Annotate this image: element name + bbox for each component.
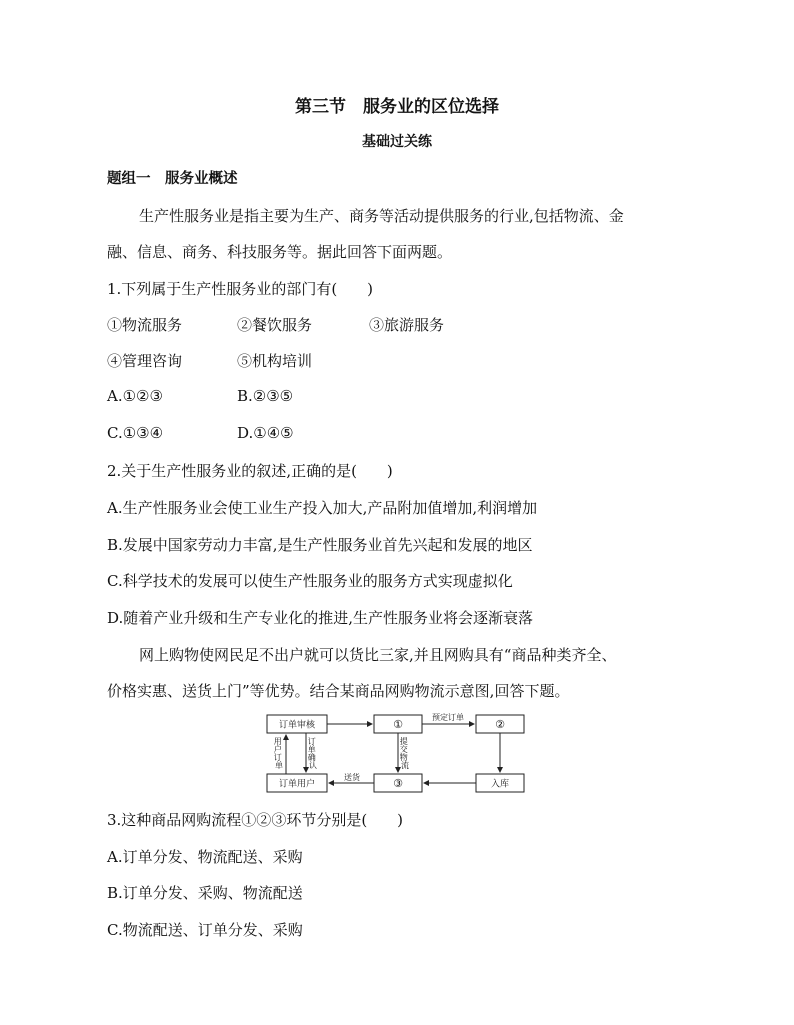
box-storage-label: 入库 (490, 779, 510, 790)
q1-item: ③旅游服务 (369, 316, 445, 334)
q2-option-a: A.生产性服务业会使工业生产投入加大,产品附加值增加,利润增加 (107, 499, 538, 517)
intro-paragraph-1-line-1: 生产性服务业是指主要为生产、商务等活动提供服务的行业,包括物流、金 (139, 207, 624, 225)
q3-option-b: B.订单分发、采购、物流配送 (107, 884, 303, 902)
q1-option-d: D.①④⑤ (237, 424, 294, 442)
page-subtitle: 基础过关练 (362, 134, 432, 150)
label-order-confirm: 订 单 确 认 (307, 737, 317, 770)
intro-paragraph-2-line-2: 价格实惠、送货上门”等优势。结合某商品网购物流示意图,回答下题。 (107, 682, 570, 700)
q1-option-a: A.①②③ (107, 387, 163, 405)
label-submit-logistics: 提 交 物 流 (399, 737, 409, 770)
label-reserve-order: 预定订单 (432, 713, 464, 722)
question-2-stem: 2.关于生产性服务业的叙述,正确的是( ) (107, 462, 393, 480)
box-order-review-label: 订单审核 (278, 720, 316, 731)
q1-item: ②餐饮服务 (237, 316, 313, 334)
box-order-user-label: 订单用户 (278, 779, 316, 790)
box-3-label: ③ (393, 777, 403, 790)
label-deliver: 送货 (344, 773, 360, 782)
q1-item: ①物流服务 (107, 316, 183, 334)
q1-item: ④管理咨询 (107, 352, 183, 370)
online-shopping-logistics-diagram (262, 710, 532, 794)
question-group-heading: 题组一 服务业概述 (107, 171, 238, 187)
label-user-order: 用 户 订 单 (273, 737, 283, 770)
intro-paragraph-1-line-2: 融、信息、商务、科技服务等。据此回答下面两题。 (107, 243, 453, 261)
q2-option-c: C.科学技术的发展可以使生产性服务业的服务方式实现虚拟化 (107, 572, 513, 590)
q1-option-b: B.②③⑤ (237, 387, 294, 405)
q3-option-c: C.物流配送、订单分发、采购 (107, 921, 303, 939)
page-title: 第三节 服务业的区位选择 (295, 97, 499, 117)
box-2-label: ② (495, 718, 505, 731)
q2-option-b: B.发展中国家劳动力丰富,是生产性服务业首先兴起和发展的地区 (107, 536, 533, 554)
question-3-stem: 3.这种商品网购流程①②③环节分别是( ) (107, 811, 404, 829)
q1-option-c: C.①③④ (107, 424, 164, 442)
q1-item: ⑤机构培训 (237, 352, 313, 370)
q2-option-d: D.随着产业升级和生产专业化的推进,生产性服务业将会逐渐衰落 (107, 609, 534, 627)
q3-option-a: A.订单分发、物流配送、采购 (107, 848, 303, 866)
intro-paragraph-2-line-1: 网上购物使网民足不出户就可以货比三家,并且网购具有“商品种类齐全、 (139, 646, 617, 664)
box-1-label: ① (393, 718, 403, 731)
question-1-stem: 1.下列属于生产性服务业的部门有( ) (107, 280, 374, 298)
